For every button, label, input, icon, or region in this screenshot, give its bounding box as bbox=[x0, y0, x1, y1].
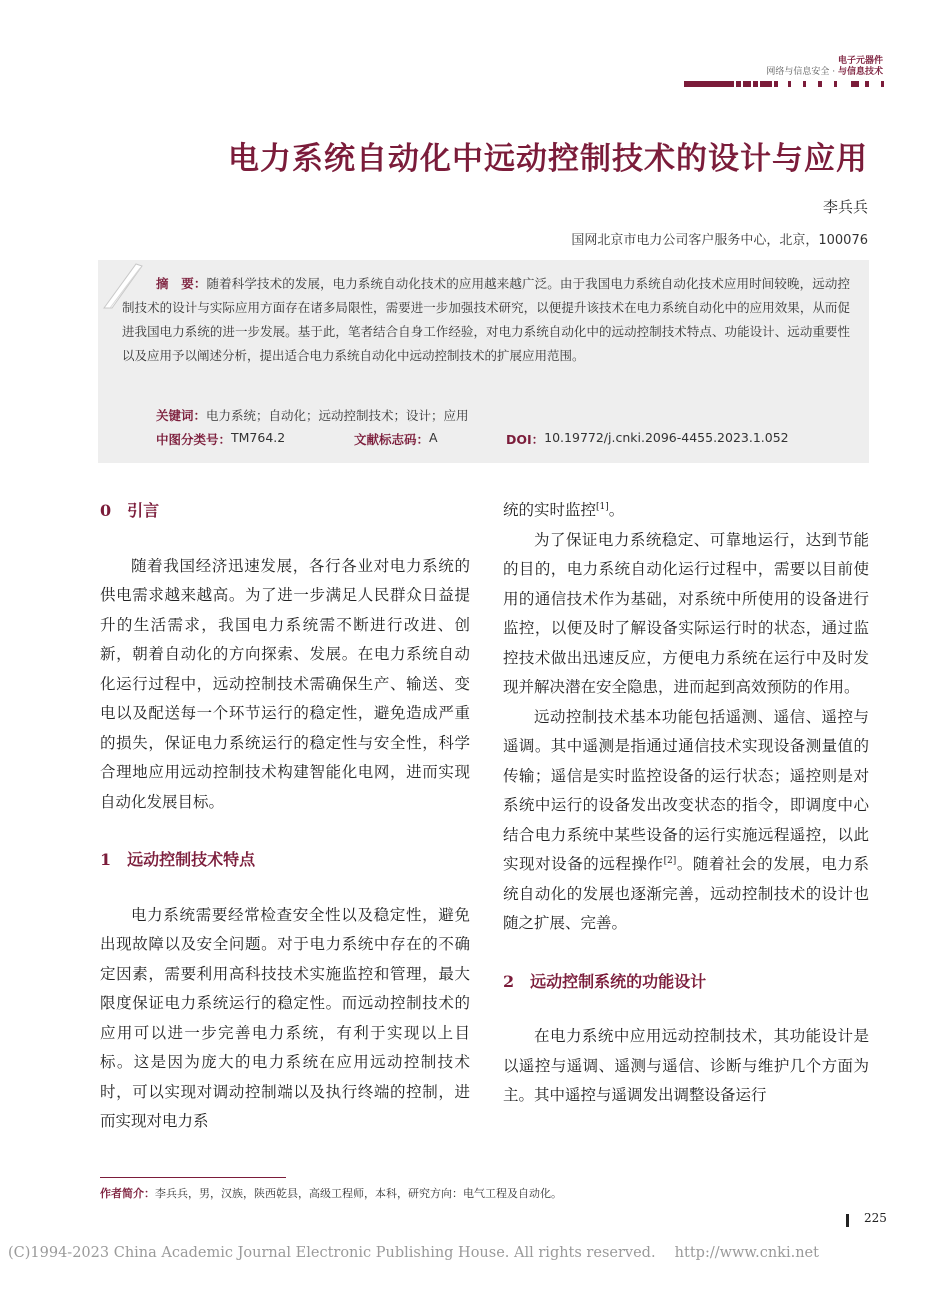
section-suffix: 与信息技术 bbox=[837, 67, 883, 77]
abstract-label: 摘 要： bbox=[156, 276, 207, 291]
section-prefix: 网络与信息安全 · bbox=[766, 67, 838, 77]
doc-code bbox=[354, 430, 438, 448]
page-number-bar bbox=[846, 1214, 849, 1227]
keywords-text: 电力系统；自动化；远动控制技术；设计；应用 bbox=[206, 408, 469, 423]
clc-label: 中图分类号： bbox=[156, 432, 232, 447]
section-heading-0: 0 引言 bbox=[100, 501, 160, 520]
citation-ref: [2] bbox=[663, 855, 677, 866]
author-name: 李兵兵 bbox=[822, 198, 868, 216]
continued-text: 统的实时监控 bbox=[503, 501, 597, 519]
footnote-rule bbox=[100, 1177, 286, 1178]
continued-end: 。 bbox=[608, 501, 625, 519]
author-affiliation: 国网北京市电力公司客户服务中心，北京，100076 bbox=[571, 233, 868, 248]
footnote-text: 李兵兵，男，汉族，陕西乾县，高级工程师，本科，研究方向：电气工程及自动化。 bbox=[155, 1187, 562, 1200]
right-column bbox=[503, 496, 869, 1111]
paragraph: 在电力系统中应用远动控制技术，其功能设计是以遥控与遥调、遥测与遥信、诊断与维护几个方面为主。其中遥控与遥调发出调整设备运行 bbox=[503, 1027, 869, 1104]
clc-code bbox=[156, 430, 286, 448]
section-heading-1: 1 远动控制技术特点 bbox=[100, 850, 256, 869]
section-heading-2: 2 远动控制系统的功能设计 bbox=[503, 971, 707, 991]
header-dot-rule bbox=[684, 80, 884, 88]
clc-value: TM764.2 bbox=[231, 430, 286, 445]
section-name bbox=[766, 67, 883, 78]
footnote-label: 作者简介： bbox=[100, 1187, 155, 1200]
abstract bbox=[122, 272, 850, 368]
doi-label: DOI： bbox=[506, 432, 545, 447]
paragraph bbox=[503, 703, 869, 939]
citation-ref: [1] bbox=[596, 501, 609, 512]
paper-title: 电力系统自动化中远动控制技术的设计与应用 bbox=[228, 141, 868, 177]
paragraph-text: 。随着社会的发展，电力系统自动化的发展也逐渐完善，远动控制技术的设计也随之扩展、完善。 bbox=[503, 855, 869, 932]
doc-label: 文献标志码： bbox=[354, 432, 430, 447]
keywords bbox=[156, 406, 469, 424]
page-number: 225 bbox=[864, 1211, 887, 1225]
journal-name: 电子元器件 bbox=[837, 56, 883, 66]
keywords-label: 关键词： bbox=[156, 408, 207, 423]
journal-header bbox=[766, 56, 883, 78]
author-bio-footnote bbox=[100, 1185, 562, 1201]
paragraph: 随着我国经济迅速发展，各行各业对电力系统的供电需求越来越高。为了进一步满足人民群众日益提升的生活需求，我国电力系统需不断进行改进、创新，朝着自动化的方向探索、发展。在电力系统自动化运行过程中，远动控制技术需确保生产、输送、变电以及配送每一个环节运行的稳定性，避免造成严重的损失，保证电力系统运行的稳定性与安全性，科学合理地应用远动控制技术构建智能化电网，进而实现自动化发展目标。 bbox=[100, 556, 470, 811]
copyright-notice: (C)1994-2023 China Academic Journal Electronic Publishing House. All rights reserved. http://www.cnki.net bbox=[8, 1245, 819, 1261]
paragraph-text: 远动控制技术基本功能包括遥测、遥信、遥控与遥调。其中遥测是指通过通信技术实现设备测量值的传输；遥信是实时监控设备的运行状态；遥控则是对系统中运行的设备发出改变状态的指令，即调度中心结合电力系统中某些设备的运行实施远程遥控，以此实现对设备的远程操作 bbox=[503, 707, 869, 873]
paragraph-continued bbox=[503, 496, 869, 526]
doi bbox=[506, 430, 789, 448]
paragraph: 电力系统需要经常检查安全性以及稳定性，避免出现故障以及安全问题。对于电力系统中存在的不确定因素，需要利用高科技技术实施监控和管理，最大限度保证电力系统运行的稳定性。而远动控制技术的应用可以进一步完善电力系统，有利于实现以上目标。这是因为庞大的电力系统在应用远动控制技术时，可以实现对调动控制端以及执行终端的控制，进而实现对电力系 bbox=[100, 905, 470, 1130]
doi-value: 10.19772/j.cnki.2096-4455.2023.1.052 bbox=[544, 430, 789, 445]
paragraph: 为了保证电力系统稳定、可靠地运行，达到节能的目的，电力系统自动化运行过程中，需要以目前使用的通信技术作为基础，对系统中所使用的设备进行监控，以便及时了解设备实际运行时的状态，通过监控技术做出迅速反应，方便电力系统在运行中及时发现并解决潜在安全隐患，进而起到高效预防的作用。 bbox=[503, 530, 869, 696]
abstract-text: 随着科学技术的发展，电力系统自动化技术的应用越来越广泛。由于我国电力系统自动化技术应用时间较晚，远动控制技术的设计与实际应用方面存在诸多局限性，需要进一步加强技术研究，以便提升该技术在电力系统自动化中的应用效果，从而促进我国电力系统的进一步发展。基于此，笔者结合自身工作经验，对电力系统自动化中的远动控制技术特点、功能设计、远动重要性以及应用予以阐述分析，提出适合电力系统自动化中远动控制技术的扩展应用范围。 bbox=[122, 276, 850, 363]
doc-value: A bbox=[429, 430, 438, 445]
left-column bbox=[100, 496, 470, 1137]
